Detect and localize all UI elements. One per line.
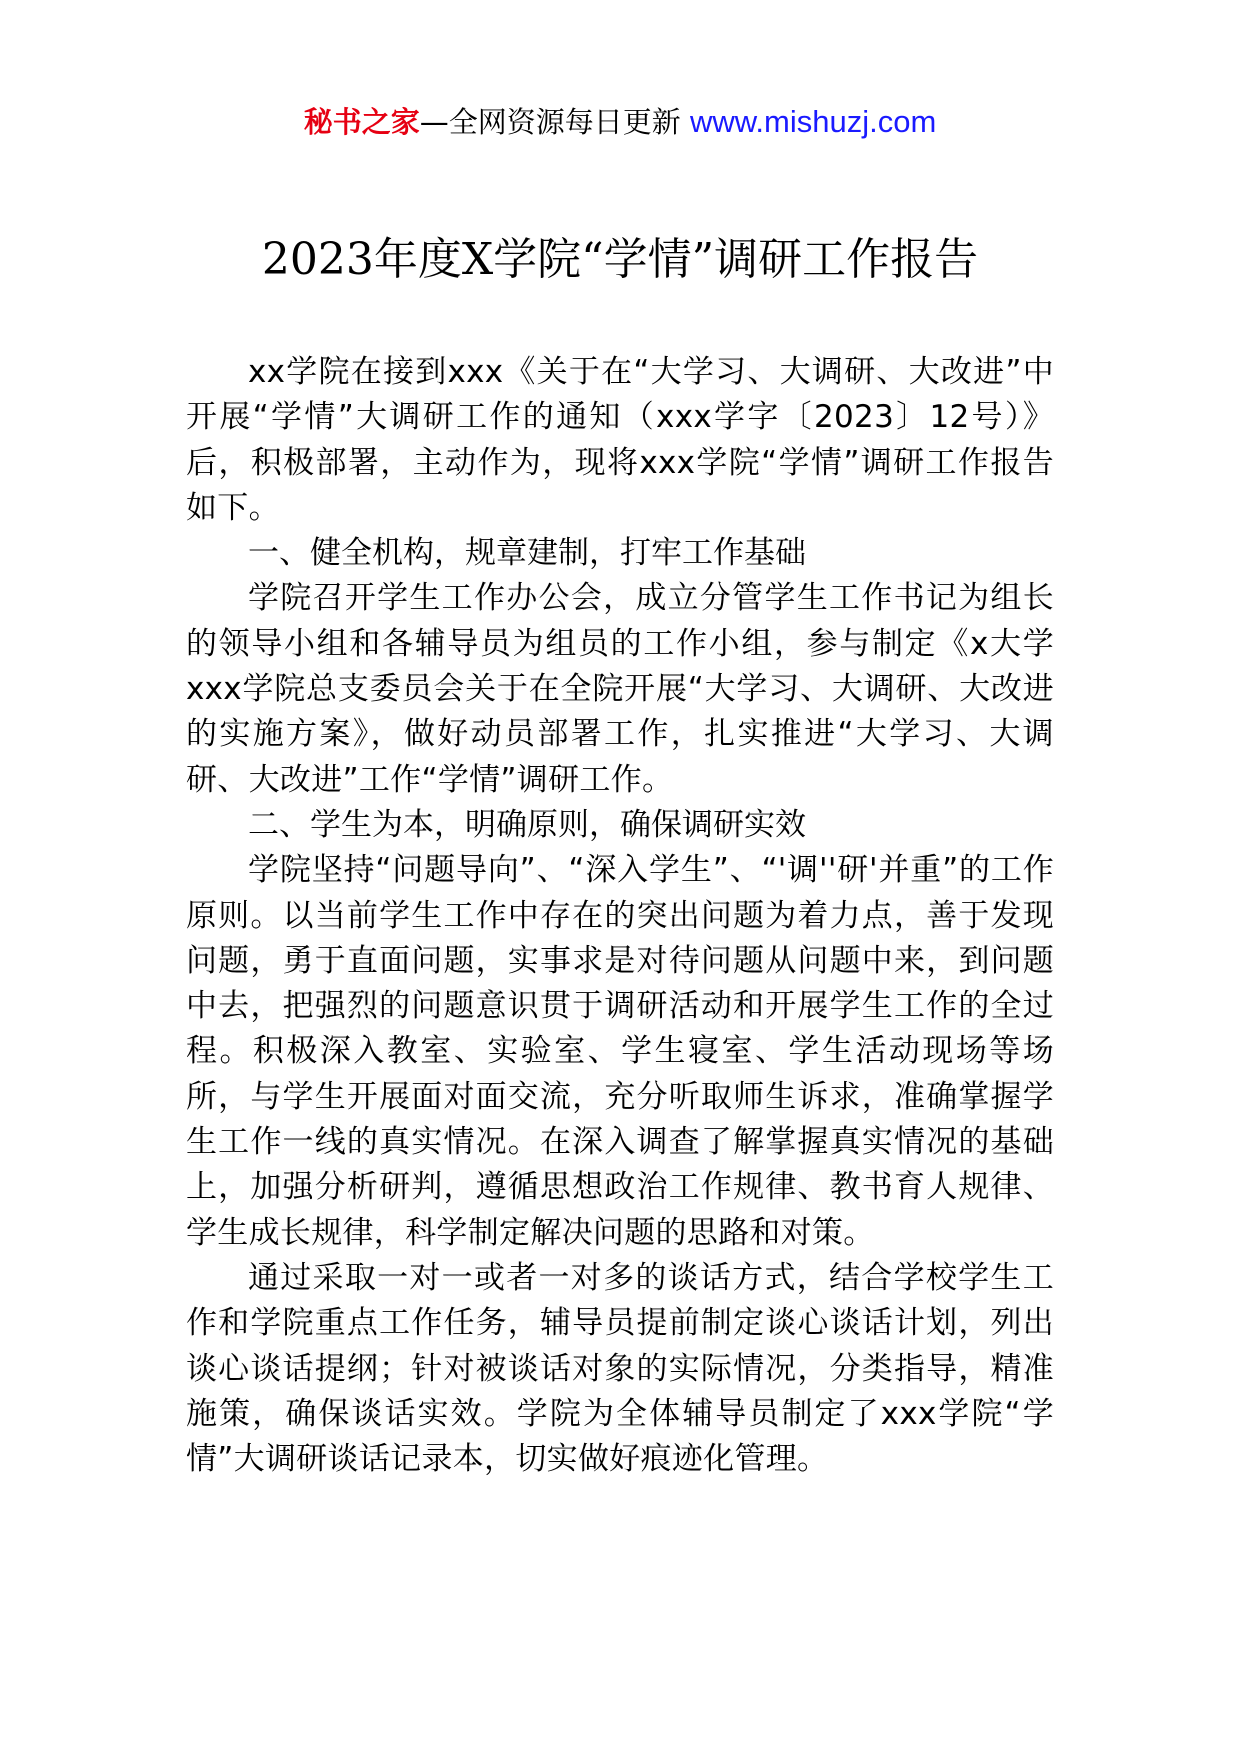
body-paragraph: 学院坚持“问题导向”、“深入学生”、“'调''研'并重”的工作原则。以当前学生工作中存在的突出问题为着力点，善于发现问题，勇于直面问题，实事求是对待问题从问题中来，到问题中去，把强烈的问题意识贯于调研活动和开展学生工作的全过程。积极深入教室、实验室、学生寝室、学生活动现场等场所，与学生开展面对面交流，充分听取师生诉求，准确掌握学生工作一线的真实情况。在深入调查了解掌握真实情况的基础上，加强分析研判，遵循思想政治工作规律、教书育人规律、学生成长规律，科学制定解决问题的思路和对策。 (186, 852, 1054, 1251)
site-url-link[interactable]: www.mishuzj.com (689, 104, 937, 139)
site-brand: 秘书之家 (303, 105, 420, 139)
site-slogan: —全网资源每日更新 (419, 105, 690, 139)
body-paragraph: 通过采取一对一或者一对多的谈话方式，结合学校学生工作和学院重点工作任务，辅导员提前制定谈心谈话计划，列出谈心谈话提纲；针对被谈话对象的实际情况，分类指导，精准施策，确保谈话实效。学院为全体辅导员制定了xxx学院“学情”大调研谈话记录本，切实做好痕迹化管理。 (186, 1259, 1054, 1478)
document-body (186, 350, 1054, 1482)
section-heading-2: 二、学生为本，明确原则，确保调研实效 (248, 806, 806, 843)
body-paragraph: 学院召开学生工作办公会，成立分管学生工作书记为组长的领导小组和各辅导员为组员的工作小组，参与制定《x大学xxx学院总支委员会关于在全院开展“大学习、大调研、大改进的实施方案》，做好动员部署工作，扎实推进“大学习、大调研、大改进”工作“学情”调研工作。 (186, 580, 1054, 798)
section-heading-1: 一、健全机构，规章建制，打牢工作基础 (248, 535, 806, 572)
intro-paragraph: xx学院在接到xxx《关于在“大学习、大调研、大改进”中开展“学情”大调研工作的通知（xxx学字〔2023〕12号）》后，积极部署，主动作为，现将xxx学院“学情”调研工作报告如下。 (186, 354, 1054, 526)
document-title: 2023年度X学院“学情”调研工作报告 (261, 234, 979, 285)
site-header (0, 102, 1240, 142)
